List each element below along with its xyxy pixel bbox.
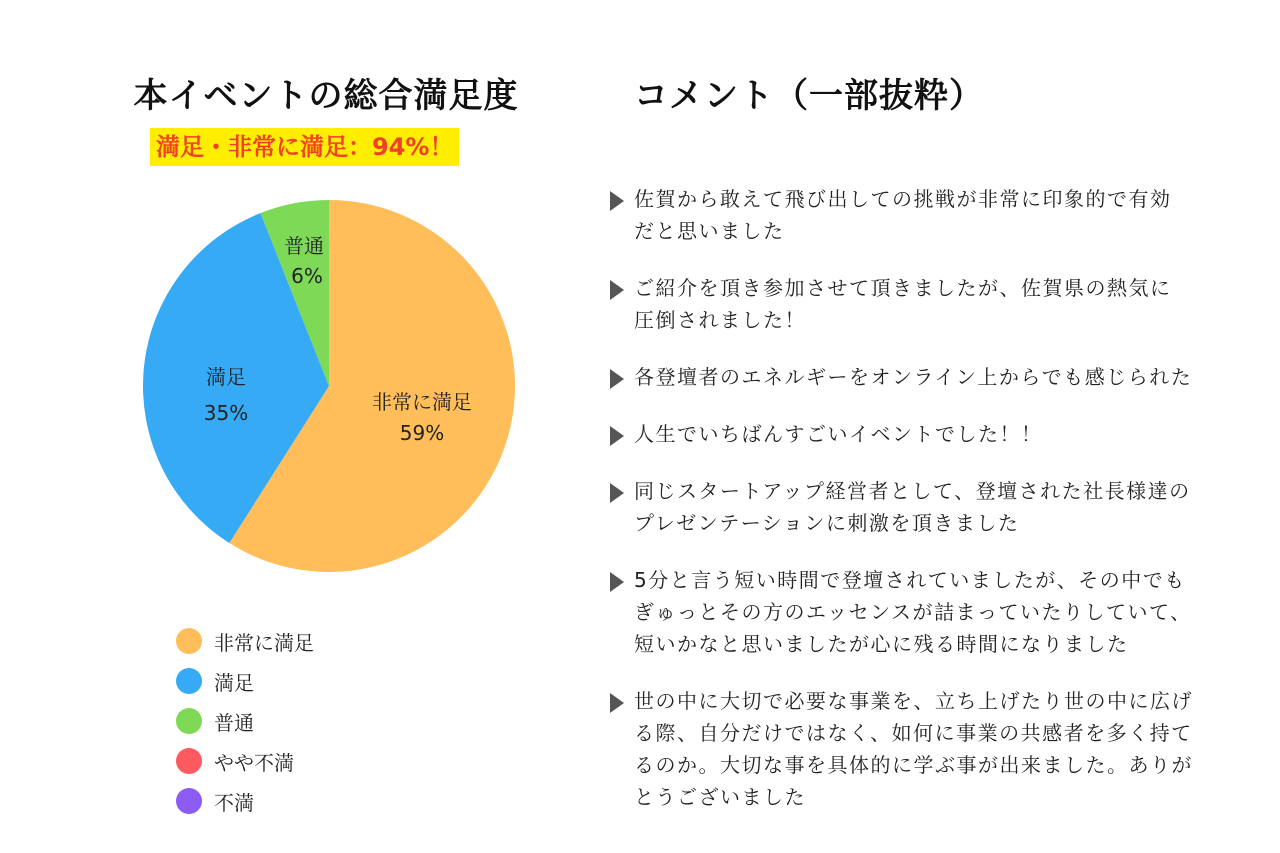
triangle-bullet-icon (610, 693, 624, 713)
triangle-bullet-icon (610, 191, 624, 211)
comment-item (608, 361, 1248, 393)
legend-item (176, 781, 314, 821)
comment-item (608, 272, 1248, 336)
comment-text: ご紹介を頂き参加させて頂きましたが、佐賀県の熱気に 圧倒されました！ (634, 276, 1172, 332)
comment-text: 各登壇者のエネルギーをオンライン上からでも感じられた (634, 365, 1193, 389)
comment-text: 人生でいちばんすごいイベントでした！！ (634, 422, 1043, 446)
legend-swatch (176, 668, 202, 694)
legend-swatch (176, 628, 202, 654)
legend-item (176, 621, 314, 661)
comment-text: 佐賀から敢えて飛び出しての挑戦が非常に印象的で有効 だと思いました (634, 187, 1172, 243)
comment-item (608, 183, 1248, 247)
slice-label: 普通 (284, 234, 324, 258)
legend-swatch (176, 748, 202, 774)
triangle-bullet-icon (610, 426, 624, 446)
pie-chart (0, 0, 640, 600)
legend-item (176, 741, 314, 781)
triangle-bullet-icon (610, 280, 624, 300)
comments-title: コメント（一部抜粋） (634, 76, 984, 116)
slice-value-label: 59% (399, 421, 445, 445)
comment-item (608, 685, 1248, 813)
chart-legend (176, 621, 314, 821)
comment-text: 世の中に大切で必要な事業を、立ち上げたり世の中に広げ る際、自分だけではなく、如何に事業の共感者を多く持て るのか。大切な事を具体的に学ぶ事が出来ました。ありが とうございました (634, 689, 1193, 809)
legend-item (176, 701, 314, 741)
comments-panel (600, 0, 1280, 853)
triangle-bullet-icon (610, 369, 624, 389)
legend-label: 普通 (214, 710, 254, 735)
chart-title: 本イベントの総合満足度 (133, 76, 519, 116)
comment-item (608, 475, 1248, 539)
legend-swatch (176, 708, 202, 734)
legend-label: 非常に満足 (214, 630, 314, 655)
legend-label: やや不満 (214, 750, 294, 775)
legend-swatch (176, 788, 202, 814)
comments-list (608, 183, 1248, 838)
comment-item (608, 564, 1248, 660)
triangle-bullet-icon (610, 572, 624, 592)
legend-item (176, 661, 314, 701)
satisfaction-highlight: 満足・非常に満足：94%！ (150, 128, 459, 166)
comment-text: 同じスタートアップ経営者として、登壇された社長様達の プレゼンテーションに刺激を頂きました (634, 479, 1191, 535)
legend-label: 不満 (214, 790, 254, 815)
legend-label: 満足 (214, 670, 254, 695)
slice-label: 満足 (206, 365, 246, 389)
triangle-bullet-icon (610, 483, 624, 503)
comment-item (608, 418, 1248, 450)
slice-label: 非常に満足 (372, 390, 472, 414)
slice-value-label: 35% (203, 401, 249, 425)
slice-value-label: 6% (291, 264, 323, 288)
comment-text: 5分と言う短い時間で登壇されていましたが、その中でも ぎゅっとその方のエッセンスが詰まっていたりしていて、 短いかなと思いましたが心に残る時間になりました (634, 568, 1192, 656)
